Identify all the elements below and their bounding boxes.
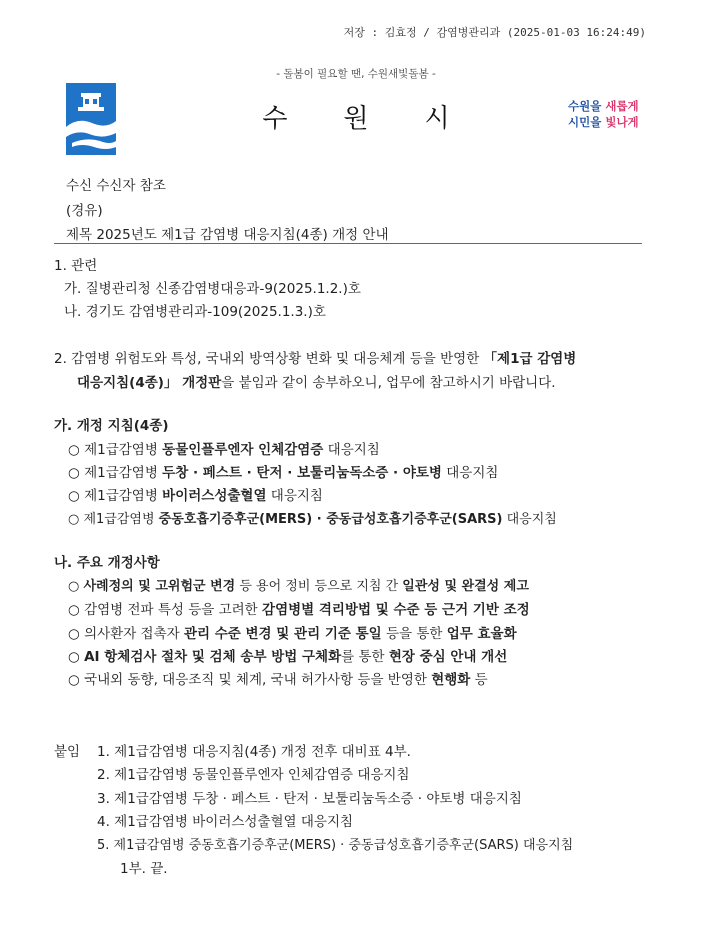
list-item — [68, 484, 323, 504]
item-bold: 동물인플루엔자 인체감염증 — [162, 442, 324, 458]
item-text: 등 용어 정비 등으로 지침 간 — [235, 579, 403, 594]
document-meta: 저장 : 김효정 / 감염병관리과 (2025-01-03 16:24:49) — [343, 26, 646, 39]
item-text: ○ 감염병 전파 특성 등을 고려한 — [68, 602, 263, 618]
item-text: ○ — [68, 579, 84, 594]
via-line: (경유) — [66, 203, 103, 219]
attachments-label: 붙임 — [54, 744, 81, 760]
list-item — [68, 461, 498, 481]
subject-divider — [54, 243, 642, 244]
section2-bold: 「제1급 감염병 — [483, 351, 577, 367]
list-item — [68, 575, 529, 594]
item-bold: 현행화 — [431, 672, 471, 688]
brand-line2-b: 빛나게 — [605, 115, 639, 129]
brand-line2-a: 시민을 — [568, 115, 606, 129]
attachment-item: 1. 제1급감염병 대응지침(4종) 개정 전후 대비표 4부. — [97, 744, 411, 760]
item-bold: 일관성 및 완결성 제고 — [402, 579, 529, 594]
attachment-item: 2. 제1급감염병 동물인플루엔자 인체감염증 대응지침 — [97, 767, 410, 783]
section2-line1 — [54, 347, 576, 367]
section1-title: 1. 관련 — [54, 258, 98, 274]
list-item — [68, 438, 380, 458]
item-text: ○ — [68, 649, 85, 665]
item-bold: 중동호흡기증후군(MERS) · 중동급성호흡기증후군(SARS) — [158, 512, 503, 527]
item-text: ○ 국내외 동향, 대응조직 및 체계, 국내 허가사항 등을 반영한 — [68, 672, 432, 688]
item-bold: 업무 효율화 — [446, 626, 517, 642]
changes-title: 나. 주요 개정사항 — [54, 555, 160, 571]
item-bold: AI 항체검사 절차 및 검체 송부 방법 구체화 — [84, 649, 342, 665]
section2-bold: 대응지침(4종)」 개정판 — [77, 375, 222, 391]
section2-text: 2. 감염병 위험도와 특성, 국내외 방역상황 변화 및 대응체계 등을 반영한 — [54, 351, 484, 367]
item-text: 대응지침 — [323, 442, 380, 458]
item-text: 를 통한 — [341, 649, 389, 665]
item-bold: 사례정의 및 고위험군 변경 — [83, 579, 236, 594]
attachment-item: 5. 제1급감염병 중동호흡기증후군(MERS) · 중동급성호흡기증후군(SARS) 대응지침 — [97, 838, 574, 853]
item-bold: 관리 수준 변경 및 관리 기준 통일 — [183, 626, 382, 642]
item-text: 대응지침 — [502, 512, 557, 527]
list-item — [68, 645, 507, 665]
list-item — [68, 598, 530, 618]
section1-item: 가. 질병관리청 신종감염병대응과-9(2025.1.2.)호 — [64, 281, 361, 297]
item-text: ○ 제1급감염병 — [68, 488, 163, 504]
item-text: ○ 의사환자 접촉자 — [68, 626, 184, 642]
attachment-item: 4. 제1급감염병 바이러스성출혈열 대응지침 — [97, 814, 354, 830]
item-text: ○ 제1급감염병 — [68, 465, 163, 481]
item-bold: 두창 · 페스트 · 탄저 · 보툴리눔독소증 · 야토병 — [162, 465, 442, 481]
slogan: - 돌봄이 필요할 땐, 수원새빛돌봄 - — [276, 68, 436, 80]
list-item — [68, 668, 488, 688]
item-text: 대응지침 — [441, 465, 499, 481]
item-text: 등 — [470, 672, 488, 688]
attachment-item: 3. 제1급감염병 두창 · 페스트 · 탄저 · 보툴리눔독소증 · 야토병 대응지침 — [97, 791, 522, 807]
brand-line1-a: 수원을 — [568, 99, 606, 113]
brand-slogan — [568, 98, 648, 130]
item-text: 등을 통한 — [381, 626, 447, 642]
subject-line: 제목 2025년도 제1급 감염병 대응지침(4종) 개정 안내 — [66, 227, 389, 243]
list-item — [68, 508, 557, 527]
item-text: 대응지침 — [266, 488, 323, 504]
section2-line2 — [77, 371, 556, 391]
item-bold: 현장 중심 안내 개선 — [388, 649, 508, 665]
recipient-line: 수신 수신자 참조 — [66, 178, 166, 194]
section1-item: 나. 경기도 감염병관리과-109(2025.1.3.)호 — [64, 304, 326, 320]
list-item — [68, 622, 517, 642]
brand-line1-b: 새롭게 — [605, 99, 639, 113]
closing-line: 1부. 끝. — [120, 861, 168, 877]
item-bold: 바이러스성출혈열 — [162, 488, 267, 504]
org-name: 수원시 — [262, 104, 506, 134]
section2-text: 을 붙임과 같이 송부하오니, 업무에 참고하시기 바랍니다. — [221, 375, 556, 391]
revised-title: 가. 개정 지침(4종) — [54, 418, 169, 434]
item-bold: 감염병별 격리방법 및 수준 등 근거 기반 조정 — [262, 602, 530, 618]
item-text: ○ 제1급감염병 — [68, 512, 159, 527]
item-text: ○ 제1급감염병 — [68, 442, 163, 458]
